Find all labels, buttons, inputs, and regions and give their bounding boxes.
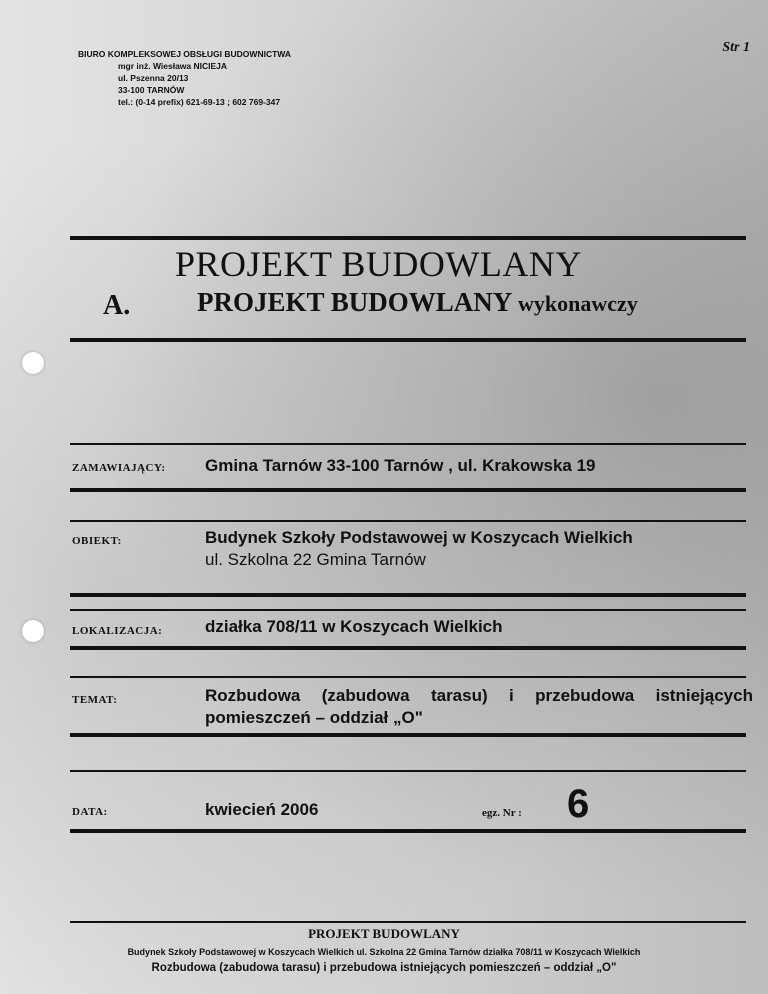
company-city: 33-100 TARNÓW — [118, 85, 185, 95]
punch-hole — [22, 352, 44, 374]
punch-hole — [22, 620, 44, 642]
footer-details: Budynek Szkoły Podstawowej w Koszycach Wielkich ul. Szkolna 22 Gmina Tarnów działka 708/11 w Koszycach Wielkich — [127, 947, 641, 957]
data-value: kwiecień 2006 — [205, 800, 319, 819]
divider — [70, 609, 746, 611]
temat-word: tarasu) — [430, 686, 488, 705]
temat-line-1 — [205, 685, 753, 707]
subtitle-bold: PROJEKT BUDOWLANY — [197, 287, 512, 317]
temat-value — [205, 685, 753, 729]
temat-word: i — [509, 686, 514, 705]
footer-divider — [70, 921, 746, 923]
obiekt-value-1: Budynek Szkoły Podstawowej w Koszycach Wielkich — [205, 528, 633, 547]
temat-word: istniejących — [655, 686, 753, 705]
divider — [70, 520, 746, 522]
divider — [70, 646, 746, 650]
temat-line-2: pomieszczeń – oddział „O" — [205, 708, 423, 727]
temat-word: przebudowa — [535, 686, 635, 705]
footer-title: PROJEKT BUDOWLANY — [308, 926, 460, 941]
divider — [70, 443, 746, 445]
divider — [70, 676, 746, 678]
section-letter: A. — [103, 290, 131, 321]
lokalizacja-label: LOKALIZACJA: — [72, 625, 163, 637]
divider — [70, 770, 746, 772]
egz-number: 6 — [567, 782, 590, 826]
divider — [70, 488, 746, 492]
zamawiajacy-value: Gmina Tarnów 33-100 Tarnów , ul. Krakowska 19 — [205, 456, 596, 475]
obiekt-value-2: ul. Szkolna 22 Gmina Tarnów — [205, 550, 426, 569]
temat-word: Rozbudowa — [205, 686, 301, 705]
company-street: ul. Pszenna 20/13 — [118, 73, 189, 83]
temat-label: TEMAT: — [72, 694, 118, 706]
divider — [70, 338, 746, 342]
company-header — [78, 48, 291, 108]
subtitle-small: wykonawczy — [518, 291, 638, 316]
company-name: BIURO KOMPLEKSOWEJ OBSŁUGI BUDOWNICTWA — [78, 49, 291, 59]
document-subtitle — [197, 287, 638, 318]
egz-label: egz. Nr : — [482, 807, 522, 819]
company-phone: tel.: (0-14 prefix) 621-69-13 ; 602 769-347 — [118, 97, 281, 107]
temat-word: (zabudowa — [321, 686, 410, 705]
divider — [70, 829, 746, 833]
company-owner: mgr inż. Wiesława NICIEJA — [118, 61, 228, 71]
divider — [70, 236, 746, 240]
divider — [70, 733, 746, 737]
divider — [70, 593, 746, 597]
document-title: PROJEKT BUDOWLANY — [175, 244, 582, 284]
page-number: Str 1 — [722, 40, 750, 55]
obiekt-label: OBIEKT: — [72, 535, 122, 547]
footer-subject: Rozbudowa (zabudowa tarasu) i przebudowa istniejących pomieszczeń – oddział „O" — [151, 962, 617, 974]
lokalizacja-value: działka 708/11 w Koszycach Wielkich — [205, 617, 503, 636]
data-label: DATA: — [72, 806, 108, 818]
zamawiajacy-label: ZAMAWIAJĄCY: — [72, 462, 166, 474]
